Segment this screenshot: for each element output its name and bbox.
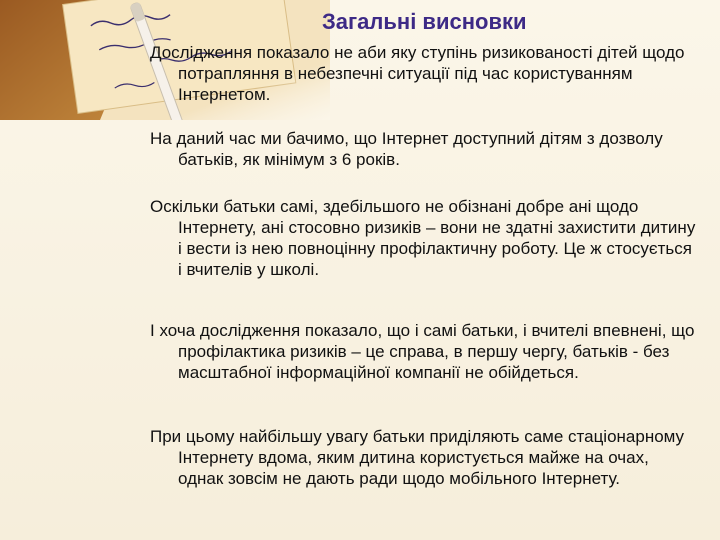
paragraph-1: Дослідження показало не аби яку ступінь ризикованості дітей щодо потрапляння в небезпечні ситуації під час користуванням Інтернетом.	[150, 43, 685, 104]
slide-title: Загальні висновки	[322, 9, 527, 34]
paragraph-5: При цьому найбільшу увагу батьки приділяють саме стаціонарному Інтернету вдома, яким дитина користується майже на очах, однак зовсім не дають ради щодо мобільного Інтернету.	[150, 427, 685, 488]
paragraph-2: На даний час ми бачимо, що Інтернет доступний дітям з дозволу батьків, як мінімум з 6 років.	[150, 129, 663, 169]
paragraph-3: Оскільки батьки самі, здебільшого не обізнані добре ані щодо Інтернету, ані стосовно ризиків – вони не здатні захистити дитину і вести із нею повноцінну профілактичну роботу. Це ж стосується і вчителів у школі.	[150, 197, 696, 279]
paragraph-4: І хоча дослідження показало, що і самі батьки, і вчителі впевнені, що профілактика ризиків – це справа, в першу чергу, батьків - без масштабної інформаційної компанії не обійдеться.	[150, 321, 695, 382]
